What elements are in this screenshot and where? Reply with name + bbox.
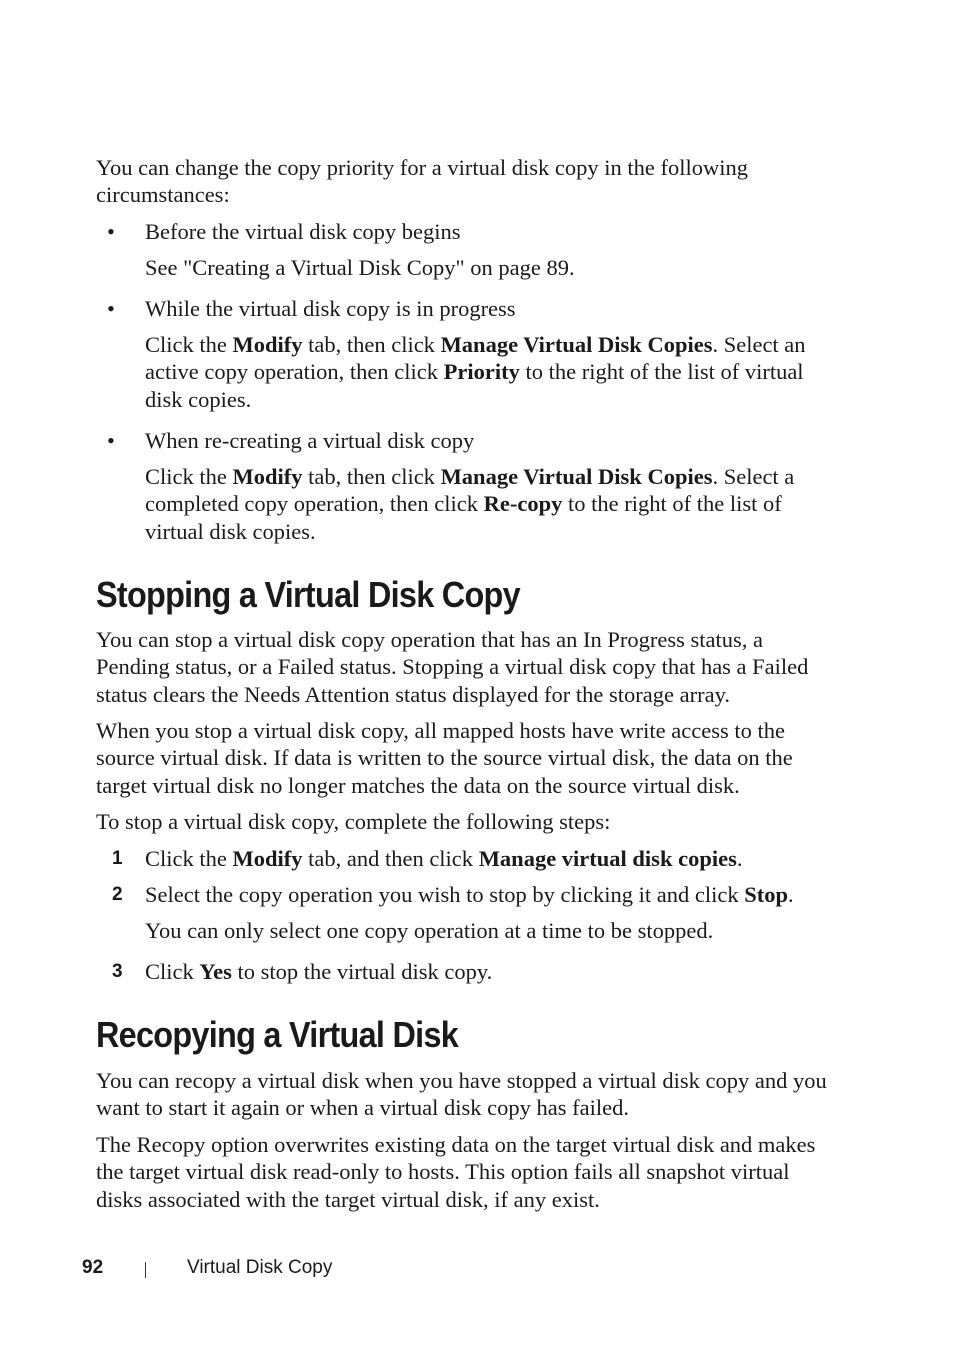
- step-text: Select the copy operation you wish to stop by clicking it and click Stop.: [145, 882, 794, 907]
- page-number: 92: [82, 1257, 104, 1278]
- modify-tab-ref: Modify: [232, 464, 303, 489]
- step-note: You can only select one copy operation at a time to be stopped.: [145, 918, 714, 943]
- bullet-detail: See "Creating a Virtual Disk Copy" on page 89.: [145, 255, 575, 280]
- priority-ref: Priority: [443, 359, 520, 385]
- footer-section-title: Virtual Disk Copy: [187, 1257, 333, 1278]
- section-heading-stopping: Stopping a Virtual Disk Copy: [96, 574, 520, 615]
- step-text: Click the Modify tab, and then click Manage virtual disk copies.: [145, 846, 743, 871]
- manage-copies-ref: Manage Virtual Disk Copies: [440, 464, 713, 489]
- recopy-ref: Re-copy: [483, 491, 563, 517]
- step-number: 3: [112, 961, 123, 982]
- bullet-detail: Click the Modify tab, then click Manage Virtual Disk Copies. Select an active copy operation, then click Priority to the right of the list of virtual disk copies.: [145, 332, 806, 412]
- bullet-marker: •: [107, 296, 115, 321]
- step-number: 2: [112, 884, 123, 905]
- step-number: 1: [112, 848, 123, 869]
- bullet-title: Before the virtual disk copy begins: [145, 219, 461, 244]
- section1-paragraph-3: To stop a virtual disk copy, complete the following steps:: [96, 809, 611, 834]
- bullet-detail: Click the Modify tab, then click Manage Virtual Disk Copies. Select a completed copy operation, then click Re-copy to the right of the list of virtual disk copies.: [145, 464, 795, 544]
- bullet-title: When re-creating a virtual disk copy: [145, 428, 475, 453]
- manage-copies-ref: Manage virtual disk copies: [478, 846, 737, 871]
- step-text: Click Yes to stop the virtual disk copy.: [145, 959, 493, 984]
- footer-divider: [145, 1262, 146, 1278]
- section2-paragraph-1: You can recopy a virtual disk when you have stopped a virtual disk copy and you want to start it again or when a virtual disk copy has failed.: [96, 1068, 827, 1121]
- section1-paragraph-1: You can stop a virtual disk copy operation that has an In Progress status, a Pending status, or a Failed status. Stopping a virtual disk copy that has a Failed status clears the Needs Attention status displayed for the storage array.: [96, 627, 809, 707]
- bullet-marker: •: [107, 219, 115, 244]
- stop-ref: Stop: [744, 882, 789, 907]
- manage-copies-ref: Manage Virtual Disk Copies: [440, 332, 713, 357]
- section2-paragraph-2: The Recopy option overwrites existing data on the target virtual disk and makes the target virtual disk read-only to hosts. This option fails all snapshot virtual disks associated with the target virtual disk, if any exist.: [96, 1132, 816, 1212]
- modify-tab-ref: Modify: [232, 846, 303, 871]
- intro-paragraph: You can change the copy priority for a virtual disk copy in the following circumstances:: [96, 155, 748, 208]
- modify-tab-ref: Modify: [232, 332, 303, 357]
- bullet-title: While the virtual disk copy is in progress: [145, 296, 516, 321]
- section1-paragraph-2: When you stop a virtual disk copy, all mapped hosts have write access to the source virtual disk. If data is written to the source virtual disk, the data on the target virtual disk no longer matches the data on the source virtual disk.: [96, 718, 793, 798]
- yes-ref: Yes: [199, 959, 232, 984]
- section-heading-recopying: Recopying a Virtual Disk: [96, 1014, 459, 1055]
- bullet-marker: •: [107, 428, 115, 453]
